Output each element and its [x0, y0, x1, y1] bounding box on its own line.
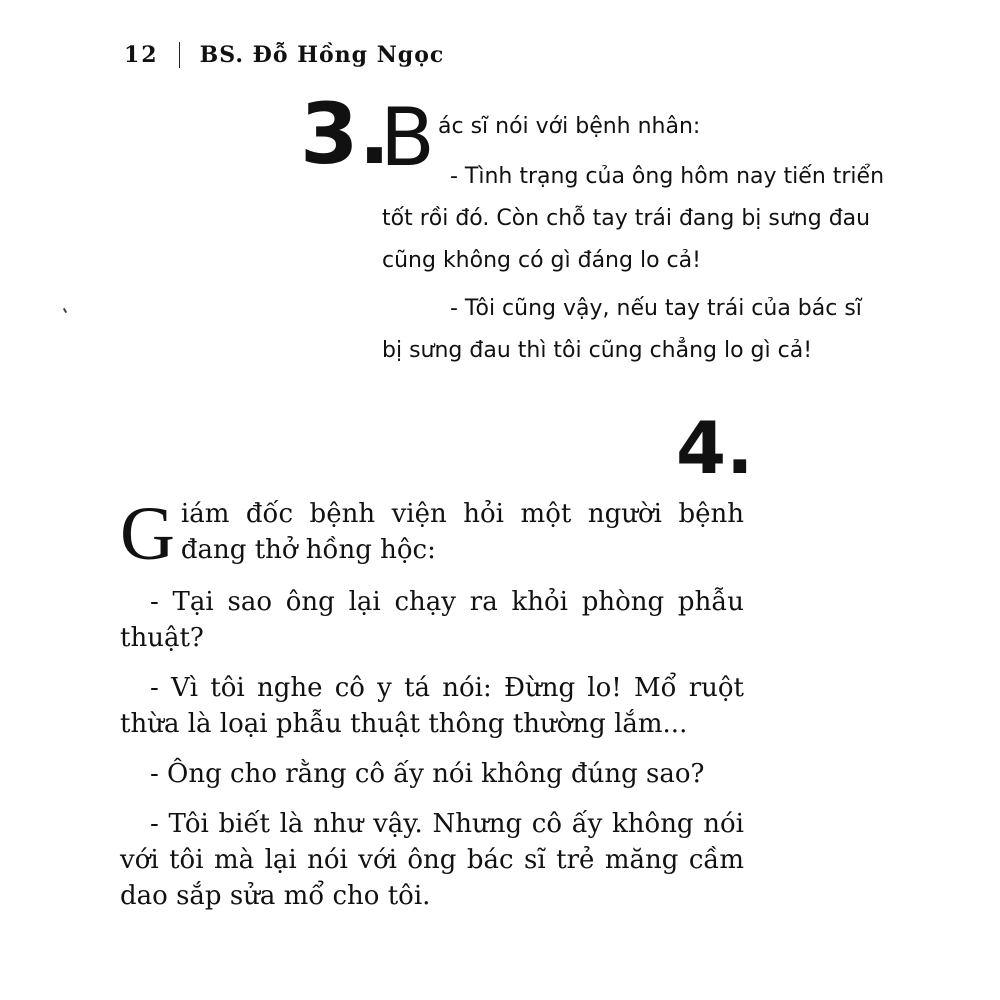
story-3-line: - Tôi cũng vậy, nếu tay trái của bác sĩ [450, 296, 862, 321]
story-4-dropcap: G [120, 492, 175, 576]
story-4-intro [120, 492, 744, 576]
running-header [124, 42, 444, 68]
story-3-line: tốt rồi đó. Còn chỗ tay trái đang bị sưng đau [382, 206, 871, 231]
story-4 [120, 492, 744, 928]
story-3-line: bị sưng đau thì tôi cũng chẳng lo gì cả! [382, 338, 813, 363]
story-3-line: - Tình trạng của ông hôm nay tiến triển [450, 164, 885, 189]
story-3-line: ác sĩ nói với bệnh nhân: [438, 114, 701, 139]
dialog-line: - Tại sao ông lại chạy ra khỏi phòng phẫu thuật? [120, 587, 744, 653]
dialog-line: - Tôi biết là như vậy. Nhưng cô ấy không nói với tôi mà lại nói với ông bác sĩ trẻ măng cầm dao sắp sửa mổ cho tôi. [120, 809, 744, 911]
page-number: 12 [124, 42, 159, 68]
header-divider [179, 42, 180, 68]
dialog-line: - Ông cho rằng cô ấy nói không đúng sao? [150, 759, 705, 789]
story-3-number: 3. [300, 85, 391, 183]
author-name: BS. Đỗ Hồng Ngọc [199, 42, 445, 68]
story-4-intro-text: iám đốc bệnh viện hỏi một người bệnh đang thở hồng hộc: [180, 499, 744, 565]
story-4-number: 4. [676, 406, 754, 490]
story-3-dropcap: B [380, 91, 435, 184]
dialog-line: - Vì tôi nghe cô y tá nói: Đừng lo! Mổ ruột thừa là loại phẫu thuật thông thường lắm... [120, 673, 744, 739]
story-3-line: cũng không có gì đáng lo cả! [382, 248, 701, 273]
print-speck [63, 308, 67, 313]
